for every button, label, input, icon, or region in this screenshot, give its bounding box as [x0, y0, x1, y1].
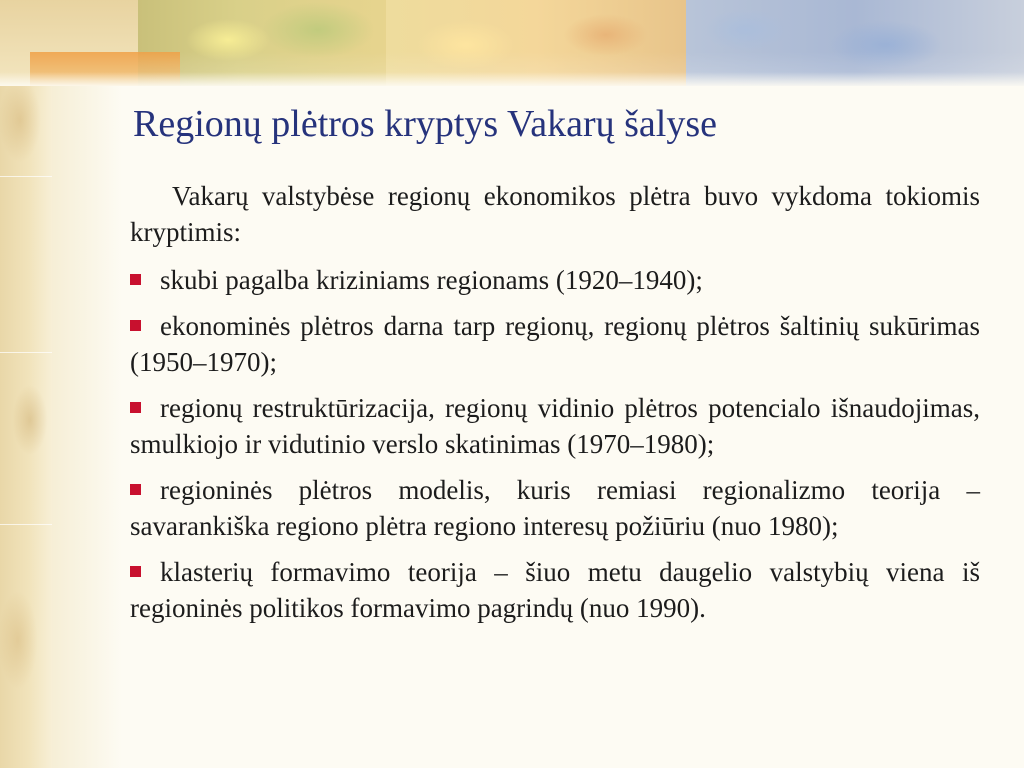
bullet-item	[130, 472, 980, 544]
square-bullet-icon	[130, 566, 141, 577]
strip-seam	[0, 176, 52, 177]
bullet-item	[130, 262, 980, 298]
left-parchment-strip	[0, 0, 52, 768]
bullet-text: regioninės plėtros modelis, kuris remiasi regionalizmo teorija – savarankiška regiono plėtra regiono interesų požiūriu (nuo 1980);	[130, 475, 980, 541]
left-fade	[52, 0, 122, 768]
slide-title: Regionų plėtros kryptys Vakarų šalyse	[133, 103, 717, 145]
bullet-text: ekonominės plėtros darna tarp regionų, regionų plėtros šaltinių sukūrimas (1950–1970);	[130, 311, 980, 377]
banner-fade	[0, 72, 1024, 86]
intro-paragraph: Vakarų valstybėse regionų ekonomikos plėtra buvo vykdoma tokiomis kryptimis:	[130, 181, 980, 247]
square-bullet-icon	[130, 320, 141, 331]
bullet-item	[130, 308, 980, 380]
bullet-text: klasterių formavimo teorija – šiuo metu daugelio valstybių viena iš regioninės politikos formavimo pagrindų (nuo 1990).	[130, 557, 980, 623]
square-bullet-icon	[130, 274, 141, 285]
bullet-text: skubi pagalba kriziniams regionams (1920–1940);	[160, 265, 703, 295]
decorative-banner	[0, 0, 1024, 86]
bullet-item	[130, 554, 980, 626]
square-bullet-icon	[130, 402, 141, 413]
bullet-text: regionų restruktūrizacija, regionų vidinio plėtros potencialo išnaudojimas, smulkiojo ir vidutinio verslo skatinimas (1970–1980);	[130, 393, 980, 459]
slide-body	[130, 178, 980, 636]
strip-seam	[0, 524, 52, 525]
square-bullet-icon	[130, 484, 141, 495]
bullet-item	[130, 390, 980, 462]
strip-seam	[0, 352, 52, 353]
